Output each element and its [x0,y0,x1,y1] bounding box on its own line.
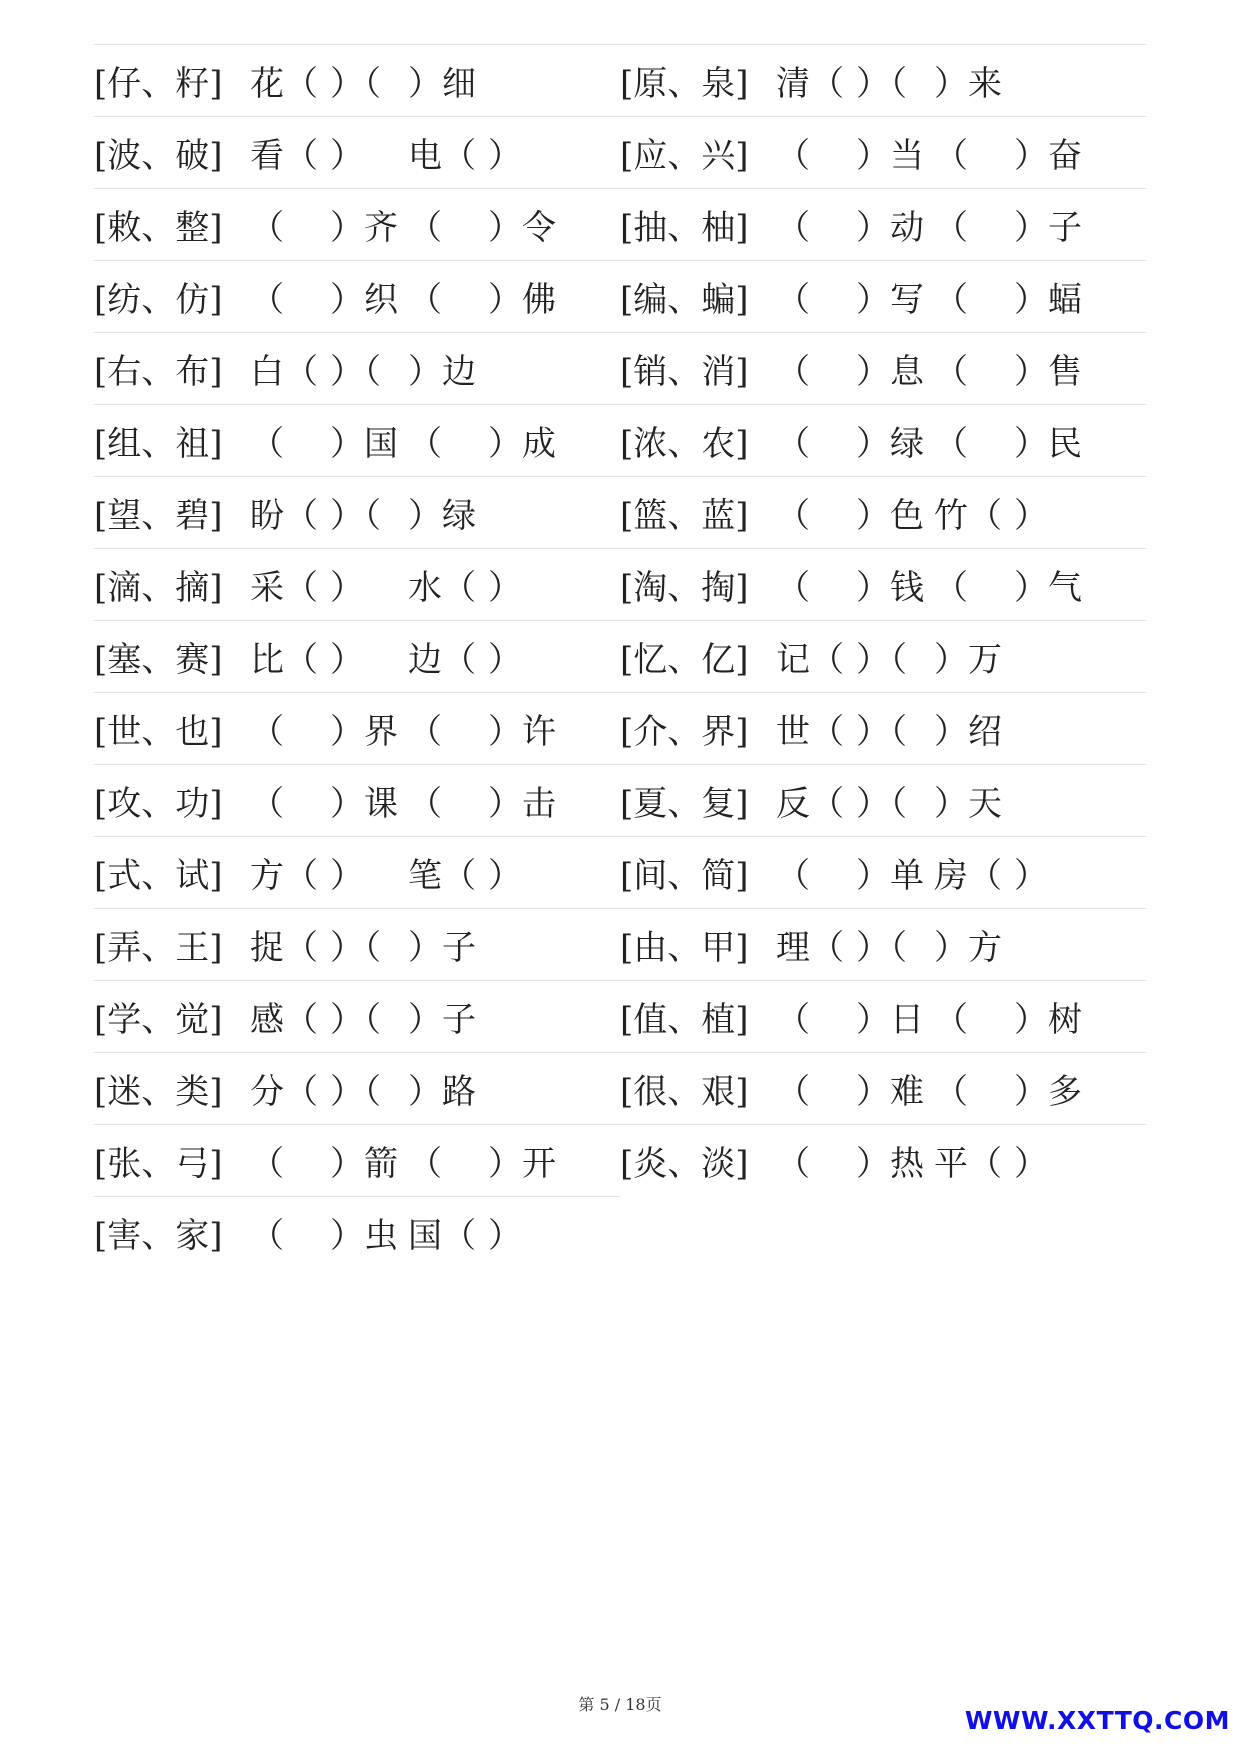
fill-blank-segment: ）民 [1014,424,1082,464]
fill-blank-segment: （ [250,424,284,464]
fill-blank-segment: 感（ [250,1000,318,1040]
character-pair: [篮、蓝] [620,496,749,536]
fill-blank-segment: 国（ [408,1216,476,1256]
exercise-item [620,764,1146,836]
exercise-item [94,1196,620,1268]
fill-blank-segment: （ [250,1144,284,1184]
fill-blank-segment: ）子 [408,1000,476,1040]
fill-blank-segment: ） [488,640,522,680]
exercise-item [94,764,620,836]
fill-blank-segment: （ [776,1144,810,1184]
worksheet-row [94,116,1146,188]
exercise-item [94,836,620,908]
worksheet-row [94,476,1146,548]
fill-blank-segment: ）箭 [330,1144,398,1184]
fill-blank-segment: （ [776,568,810,608]
character-pair: [间、简] [620,856,749,896]
character-pair: [害、家] [94,1216,223,1256]
exercise-item [94,1052,620,1124]
character-pair: [介、界] [620,712,749,752]
fill-blank-segment: （ [934,1000,968,1040]
exercise-item [620,1052,1146,1124]
fill-blank-segment: （ [408,712,442,752]
fill-blank-segment: ）钱 [856,568,924,608]
fill-blank-segment: （ [250,280,284,320]
fill-blank-segment: ）开 [488,1144,556,1184]
fill-blank-segment: ）路 [408,1072,476,1112]
character-pair: [学、觉] [94,1000,223,1040]
empty-cell [620,1196,1146,1268]
fill-blank-segment: （ [776,496,810,536]
character-pair: [敕、整] [94,208,223,248]
fill-blank-segment: 竹（ [934,496,1002,536]
exercise-item [620,404,1146,476]
exercise-item [620,692,1146,764]
character-pair: [波、破] [94,136,223,176]
worksheet-row [94,44,1146,116]
fill-blank-segment: （ [776,208,810,248]
fill-blank-segment: （ [408,208,442,248]
fill-blank-segment: （ [934,136,968,176]
exercise-item [620,908,1146,980]
fill-blank-segment: （ [776,1072,810,1112]
worksheet-row [94,836,1146,908]
exercise-item [94,44,620,116]
fill-blank-segment: 边（ [408,640,476,680]
fill-blank-segment: （ [934,208,968,248]
character-pair: [塞、赛] [94,640,223,680]
exercise-item [94,620,620,692]
fill-blank-segment: ）许 [488,712,556,752]
fill-blank-segment: ）（ [856,928,907,968]
character-pair: [淘、掏] [620,568,749,608]
fill-blank-segment: ）绿 [856,424,924,464]
character-pair: [炎、淡] [620,1144,749,1184]
character-pair: [望、碧] [94,496,223,536]
worksheet-row [94,692,1146,764]
fill-blank-segment: ）界 [330,712,398,752]
character-pair: [原、泉] [620,64,749,104]
exercise-item [94,476,620,548]
exercise-item [620,476,1146,548]
exercise-item [620,836,1146,908]
fill-blank-segment: （ [408,424,442,464]
fill-blank-segment: 方（ [250,856,318,896]
fill-blank-segment: ）树 [1014,1000,1082,1040]
fill-blank-segment: ）细 [408,64,476,104]
exercise-item [94,260,620,332]
fill-blank-segment: ）课 [330,784,398,824]
fill-blank-segment: 笔（ [408,856,476,896]
fill-blank-segment: ）动 [856,208,924,248]
character-pair: [销、消] [620,352,749,392]
fill-blank-segment: 电（ [408,136,476,176]
fill-blank-segment: ）售 [1014,352,1082,392]
character-pair: [世、也] [94,712,223,752]
fill-blank-segment: ）（ [856,784,907,824]
worksheet-row [94,908,1146,980]
fill-blank-segment: ）（ [330,496,381,536]
fill-blank-segment: ）绿 [408,496,476,536]
worksheet-row [94,764,1146,836]
fill-blank-segment: （ [250,712,284,752]
fill-blank-segment: ）令 [488,208,556,248]
worksheet-table [94,44,1146,1268]
fill-blank-segment: ）天 [934,784,1002,824]
page-number: 第 5 / 18页 [578,1695,662,1714]
exercise-item [94,188,620,260]
fill-blank-segment: （ [408,280,442,320]
character-pair: [右、布] [94,352,223,392]
exercise-item [94,1124,620,1196]
character-pair: [由、甲] [620,928,749,968]
exercise-item [94,908,620,980]
fill-blank-segment: （ [776,280,810,320]
fill-blank-segment: ） [1014,496,1048,536]
fill-blank-segment: （ [776,424,810,464]
character-pair: [张、弓] [94,1144,223,1184]
fill-blank-segment: 花（ [250,64,318,104]
character-pair: [值、植] [620,1000,749,1040]
fill-blank-segment: ） [330,856,364,896]
character-pair: [弄、王] [94,928,223,968]
fill-blank-segment: ）（ [330,64,381,104]
worksheet-row [94,332,1146,404]
fill-blank-segment: 比（ [250,640,318,680]
fill-blank-segment: （ [776,856,810,896]
fill-blank-segment: 平（ [934,1144,1002,1184]
fill-blank-segment: （ [934,424,968,464]
character-pair: [攻、功] [94,784,223,824]
fill-blank-segment: ） [488,856,522,896]
fill-blank-segment: ）（ [856,712,907,752]
exercise-item [620,332,1146,404]
fill-blank-segment: 记（ [776,640,844,680]
fill-blank-segment: ）（ [330,1072,381,1112]
fill-blank-segment: （ [934,352,968,392]
fill-blank-segment: 采（ [250,568,318,608]
fill-blank-segment: 理（ [776,928,844,968]
character-pair: [迷、类] [94,1072,223,1112]
exercise-item [94,548,620,620]
fill-blank-segment: （ [776,1000,810,1040]
site-watermark-logo: WWW.XXTTQ.COM [964,1706,1230,1735]
fill-blank-segment: 盼（ [250,496,318,536]
character-pair: [抽、柚] [620,208,749,248]
fill-blank-segment: ）（ [856,640,907,680]
fill-blank-segment: ）色 [856,496,924,536]
fill-blank-segment: 捉（ [250,928,318,968]
exercise-item [620,980,1146,1052]
fill-blank-segment: 白（ [250,352,318,392]
fill-blank-segment: ） [488,1216,522,1256]
fill-blank-segment: ）万 [934,640,1002,680]
fill-blank-segment: ）单 [856,856,924,896]
exercise-item [94,404,620,476]
fill-blank-segment: ）方 [934,928,1002,968]
fill-blank-segment: 房（ [934,856,1002,896]
fill-blank-segment: 看（ [250,136,318,176]
fill-blank-segment: 分（ [250,1072,318,1112]
fill-blank-segment: （ [250,208,284,248]
fill-blank-segment: 清（ [776,64,844,104]
fill-blank-segment: ）（ [856,64,907,104]
fill-blank-segment: ）多 [1014,1072,1082,1112]
character-pair: [滴、摘] [94,568,223,608]
worksheet-row [94,404,1146,476]
character-pair: [浓、农] [620,424,749,464]
fill-blank-segment: （ [934,1072,968,1112]
fill-blank-segment: ） [330,640,364,680]
fill-blank-segment: ） [1014,1144,1048,1184]
exercise-item [94,980,620,1052]
fill-blank-segment: ）热 [856,1144,924,1184]
exercise-item [620,44,1146,116]
fill-blank-segment: ）当 [856,136,924,176]
fill-blank-segment: ） [1014,856,1048,896]
exercise-item [620,188,1146,260]
fill-blank-segment: 水（ [408,568,476,608]
fill-blank-segment: ） [488,136,522,176]
fill-blank-segment: （ [250,784,284,824]
fill-blank-segment: ）奋 [1014,136,1082,176]
fill-blank-segment: ）子 [408,928,476,968]
worksheet-row [94,1196,1146,1268]
fill-blank-segment: ）难 [856,1072,924,1112]
character-pair: [组、祖] [94,424,223,464]
character-pair: [夏、复] [620,784,749,824]
fill-blank-segment: ）气 [1014,568,1082,608]
fill-blank-segment: ）来 [934,64,1002,104]
fill-blank-segment: ）齐 [330,208,398,248]
exercise-item [620,548,1146,620]
worksheet-row [94,188,1146,260]
fill-blank-segment: ）虫 [330,1216,398,1256]
exercise-item [620,260,1146,332]
exercise-item [620,1124,1146,1196]
worksheet-row [94,260,1146,332]
character-pair: [很、艰] [620,1072,749,1112]
fill-blank-segment: 世（ [776,712,844,752]
character-pair: [忆、亿] [620,640,749,680]
fill-blank-segment: ）织 [330,280,398,320]
fill-blank-segment: （ [776,352,810,392]
fill-blank-segment: ） [488,568,522,608]
fill-blank-segment: ）成 [488,424,556,464]
fill-blank-segment: （ [408,784,442,824]
fill-blank-segment: ）绍 [934,712,1002,752]
fill-blank-segment: （ [776,136,810,176]
worksheet-row [94,620,1146,692]
fill-blank-segment: ） [330,568,364,608]
fill-blank-segment: 反（ [776,784,844,824]
fill-blank-segment: ）佛 [488,280,556,320]
character-pair: [应、兴] [620,136,749,176]
fill-blank-segment: ）子 [1014,208,1082,248]
fill-blank-segment: ）（ [330,1000,381,1040]
worksheet-row [94,1124,1146,1196]
worksheet-row [94,1052,1146,1124]
exercise-item [94,116,620,188]
fill-blank-segment: ）（ [330,928,381,968]
exercise-item [94,332,620,404]
fill-blank-segment: ）边 [408,352,476,392]
fill-blank-segment: ）日 [856,1000,924,1040]
exercise-item [620,116,1146,188]
fill-blank-segment: （ [250,1216,284,1256]
worksheet-row [94,548,1146,620]
fill-blank-segment: （ [408,1144,442,1184]
fill-blank-segment: ）击 [488,784,556,824]
character-pair: [仔、籽] [94,64,223,104]
fill-blank-segment: ）（ [330,352,381,392]
fill-blank-segment: ）写 [856,280,924,320]
fill-blank-segment: （ [934,568,968,608]
fill-blank-segment: ）息 [856,352,924,392]
fill-blank-segment: ）蝠 [1014,280,1082,320]
character-pair: [编、蝙] [620,280,749,320]
character-pair: [纺、仿] [94,280,223,320]
exercise-item [620,620,1146,692]
fill-blank-segment: ） [330,136,364,176]
fill-blank-segment: ）国 [330,424,398,464]
character-pair: [式、试] [94,856,223,896]
fill-blank-segment: （ [934,280,968,320]
worksheet-row [94,980,1146,1052]
exercise-item [94,692,620,764]
